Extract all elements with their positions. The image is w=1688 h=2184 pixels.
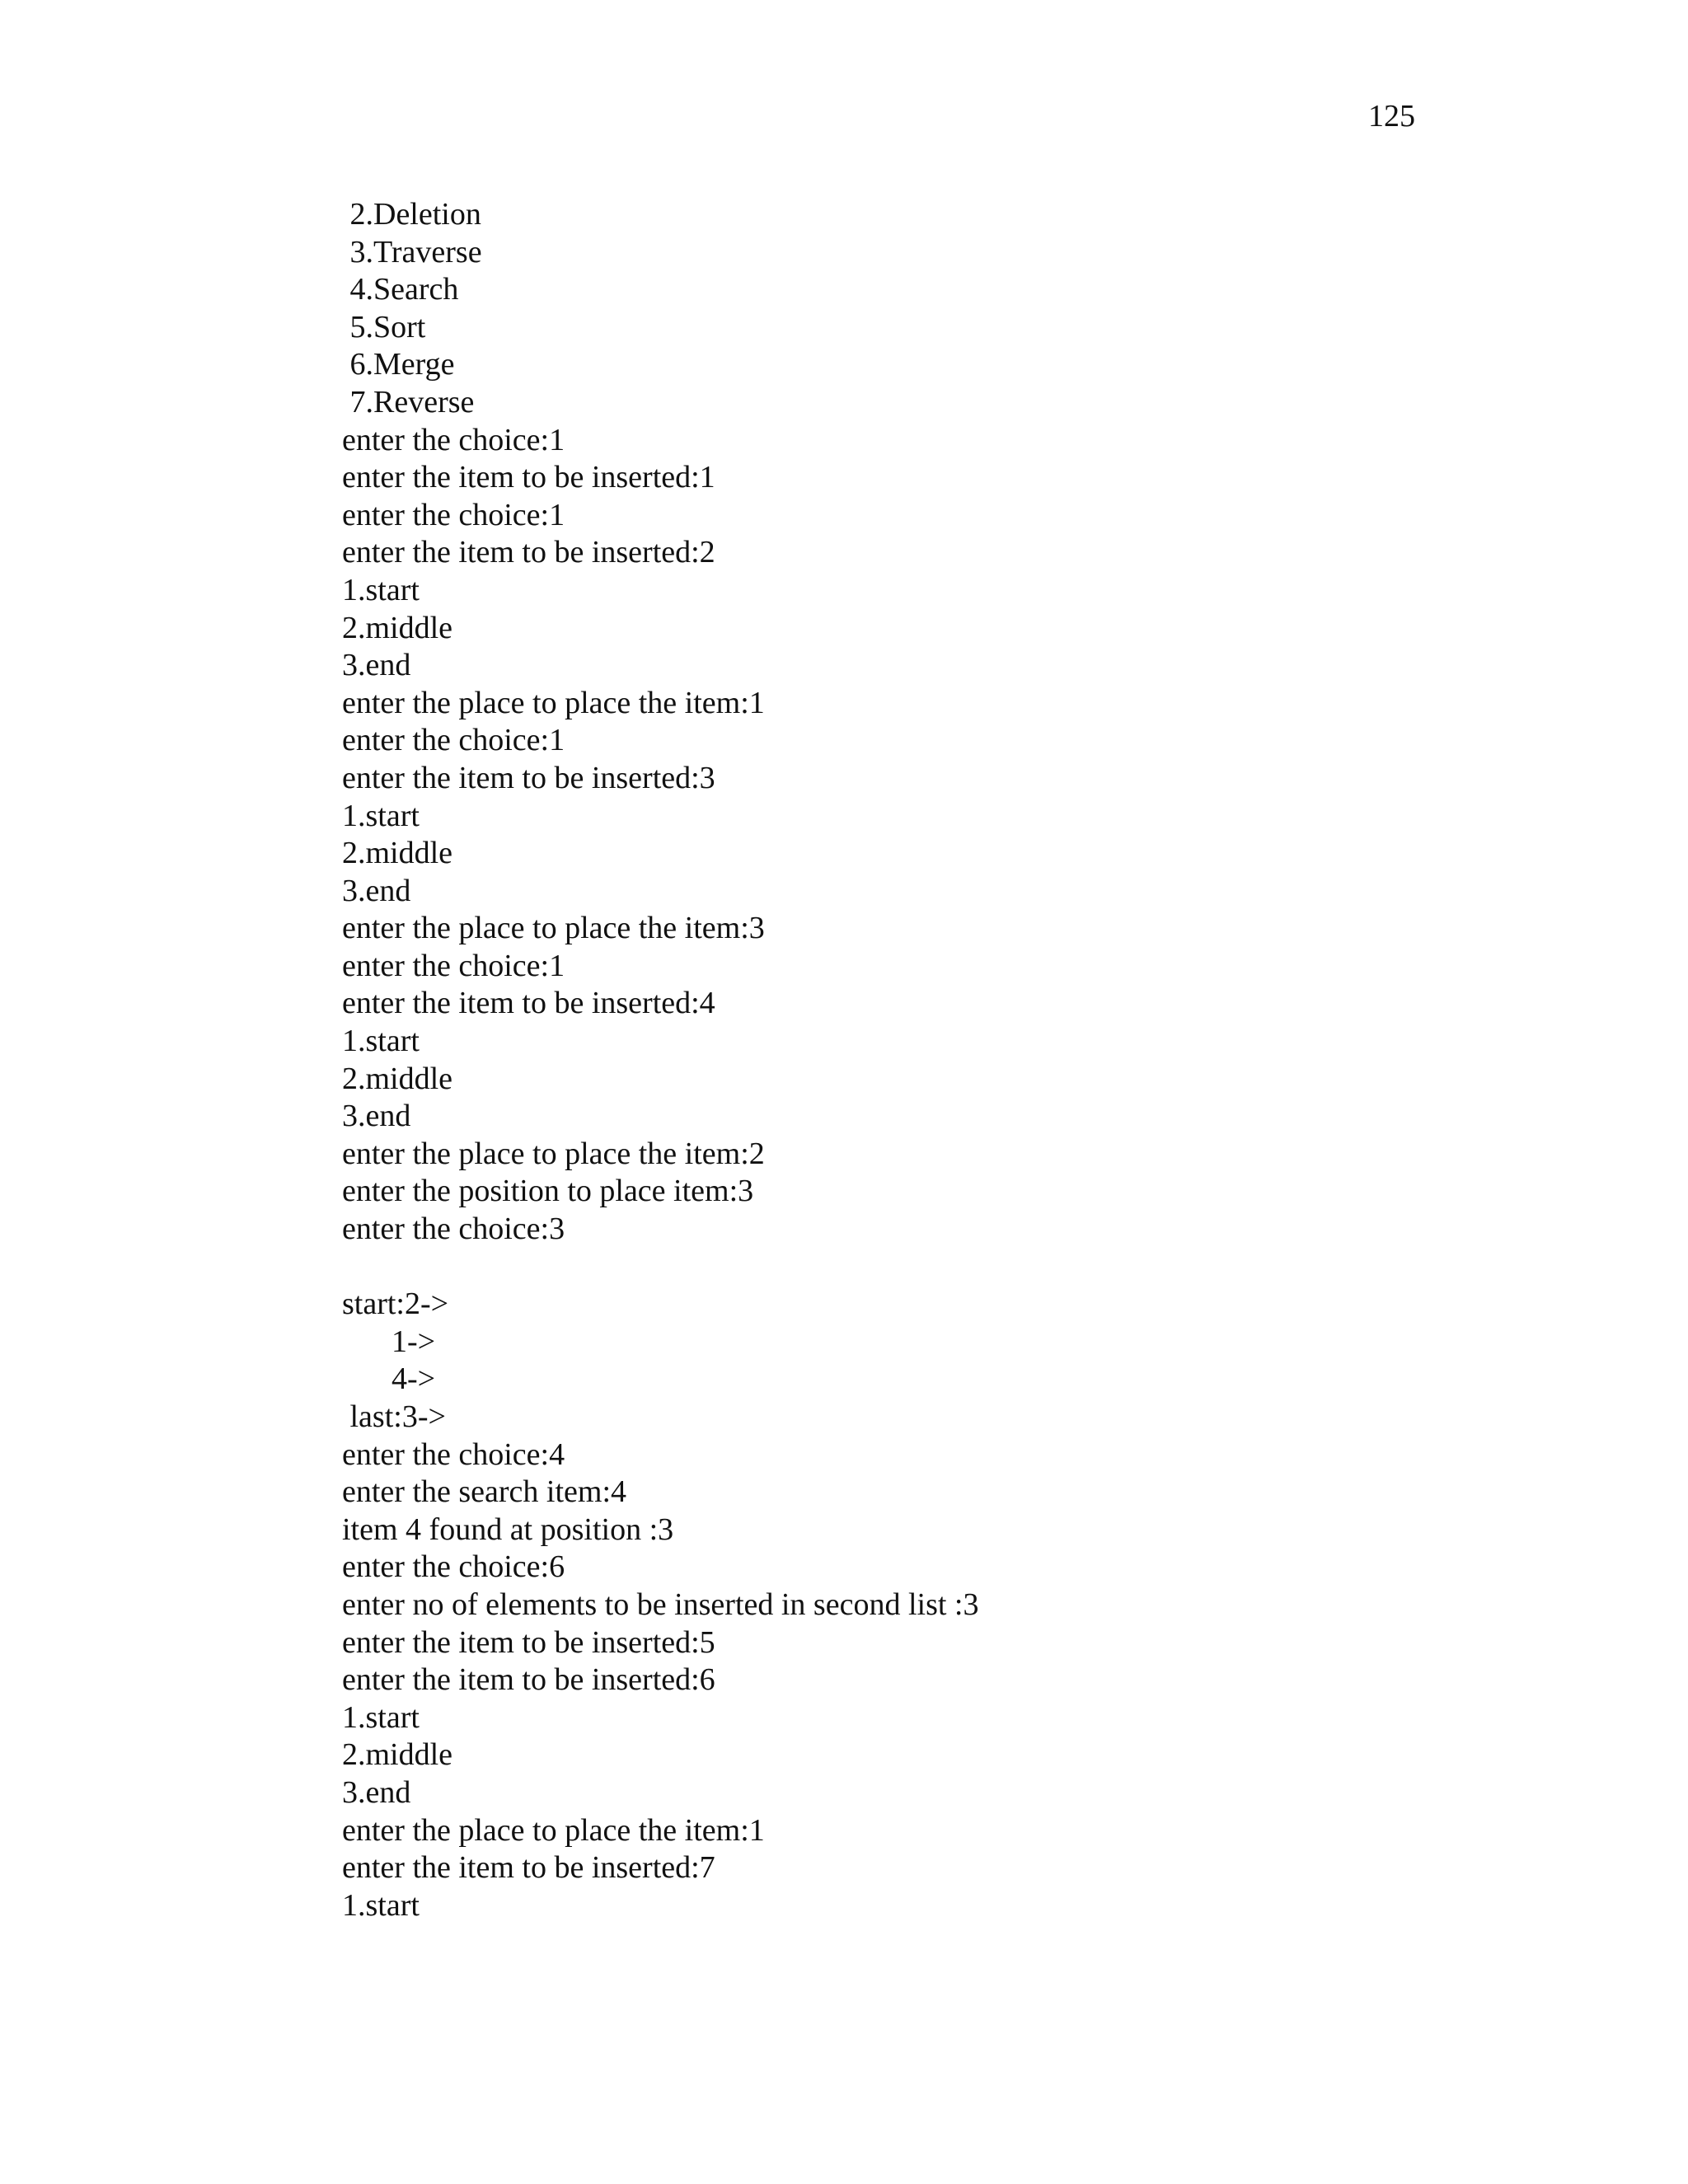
output-line: enter the item to be inserted:2 xyxy=(342,535,715,570)
output-line: enter the place to place the item:1 xyxy=(342,685,765,720)
output-line: enter the choice:6 xyxy=(342,1549,565,1585)
output-line: 3.end xyxy=(342,873,411,908)
output-line: enter the search item:4 xyxy=(342,1474,627,1510)
output-line: enter the choice:3 xyxy=(342,1212,565,1247)
output-line: item 4 found at position :3 xyxy=(342,1511,674,1547)
output-line: 6.Merge xyxy=(342,347,455,382)
output-line: 4.Search xyxy=(342,272,459,307)
output-line: 3.end xyxy=(342,648,411,683)
output-line: 1-> xyxy=(392,1324,436,1359)
page-number: 125 xyxy=(1368,99,1415,134)
output-line: enter the item to be inserted:4 xyxy=(342,986,715,1021)
output-line: 4-> xyxy=(392,1361,436,1397)
output-line: enter the position to place item:3 xyxy=(342,1174,754,1209)
output-line: enter the choice:1 xyxy=(342,948,565,983)
output-line: 7.Reverse xyxy=(342,384,475,419)
output-line: 2.middle xyxy=(342,1737,453,1773)
output-line: enter the place to place the item:2 xyxy=(342,1136,765,1171)
output-line: enter the place to place the item:3 xyxy=(342,911,765,946)
output-line: 2.Deletion xyxy=(342,197,481,232)
output-line: 3.Traverse xyxy=(342,234,482,269)
output-line: enter the choice:1 xyxy=(342,723,565,758)
output-line: enter the choice:1 xyxy=(342,422,565,457)
output-line: 3.end xyxy=(342,1774,411,1810)
output-line: 3.end xyxy=(342,1099,411,1134)
output-line: enter the choice:1 xyxy=(342,497,565,532)
output-line: enter no of elements to be inserted in second list :3 xyxy=(342,1586,979,1622)
output-line: enter the item to be inserted:3 xyxy=(342,760,715,795)
output-line: 1.start xyxy=(342,798,420,833)
output-line: 2.middle xyxy=(342,836,453,871)
output-line: 1.start xyxy=(342,572,420,607)
output-line: 1.start xyxy=(342,1024,420,1059)
output-line: enter the item to be inserted:6 xyxy=(342,1662,715,1698)
output-line: 1.start xyxy=(342,1699,420,1735)
output-line: 2.middle xyxy=(342,610,453,645)
output-line: enter the item to be inserted:1 xyxy=(342,460,715,495)
output-line: enter the place to place the item:1 xyxy=(342,1812,765,1848)
output-line: 1.start xyxy=(342,1887,420,1923)
program-output xyxy=(342,196,1578,1924)
blank-line xyxy=(342,1249,1578,1286)
output-line: enter the item to be inserted:5 xyxy=(342,1624,715,1660)
output-line: enter the choice:4 xyxy=(342,1436,565,1472)
output-line: start:2-> xyxy=(342,1286,449,1322)
output-line: 5.Sort xyxy=(342,309,426,344)
output-line: enter the item to be inserted:7 xyxy=(342,1850,715,1886)
output-line: last:3-> xyxy=(342,1399,446,1434)
output-line: 2.middle xyxy=(342,1061,453,1096)
